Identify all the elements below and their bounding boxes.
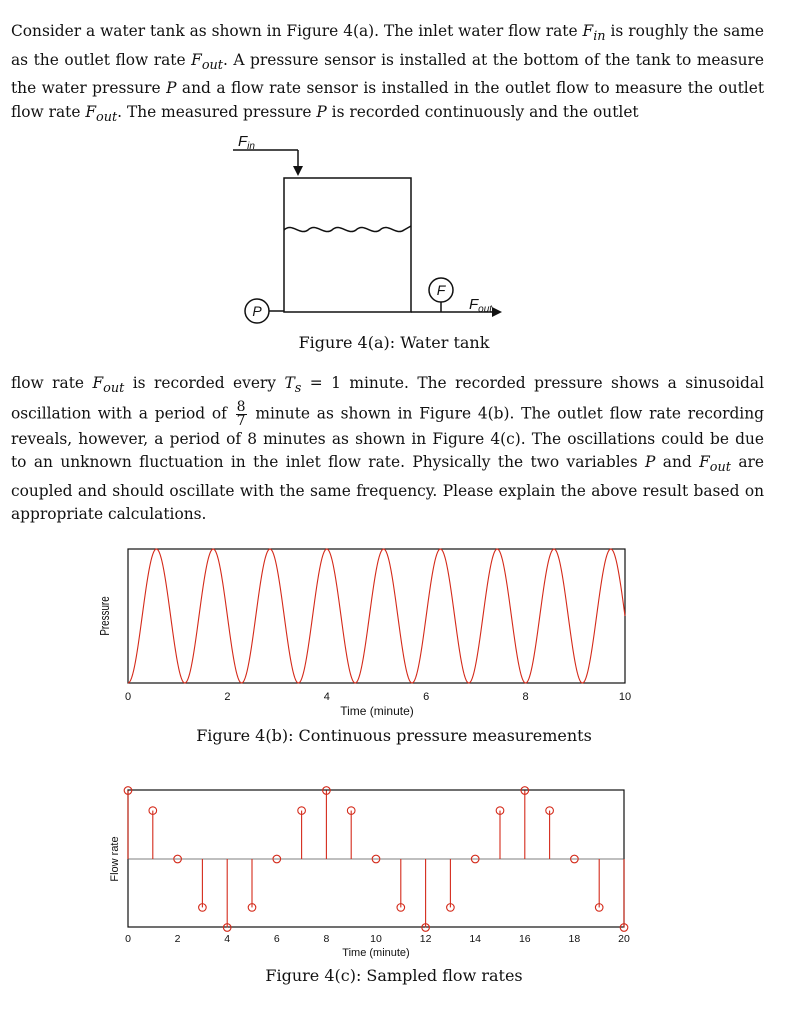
tank (284, 178, 411, 312)
text-segment: are coupled and should oscillate with the same frequency. Please explain the above result based on appropriate calculations. (11, 453, 764, 524)
flow-xtick-label: 16 (518, 933, 531, 945)
outlet-arrow-icon (492, 307, 502, 317)
flow-stem-marker (223, 924, 231, 932)
text-segment: is recorded every (124, 374, 285, 392)
flow-xtick-label: 10 (370, 933, 382, 945)
flow-xtick-label: 2 (174, 933, 181, 945)
flow-plot-frame (128, 790, 624, 927)
pressure-xlabel: Time (minute) (340, 704, 414, 718)
flow-stem-marker (595, 904, 603, 912)
flow-xtick-label: 0 (125, 933, 131, 945)
figure-4a-caption: Figure 4(a): Water tank (298, 333, 490, 352)
symbol-fin: $F_{in}$ (582, 22, 606, 45)
fraction-8-7: $\frac{8}{7}$ (236, 398, 246, 429)
text-segment: . A pressure sensor is installed at the bottom of the tank to measure the water pressure (11, 50, 764, 98)
text-segment: . The measured pressure (117, 102, 317, 121)
symbol-fout: $F_{out}$ (85, 102, 118, 125)
flow-stem-marker (496, 807, 504, 815)
text-segment: minute as shown in Figure 4(b). The outlet flow rate recording reveals, however, a period of 8 minutes as shown in Figure 4(c). The oscillations could be due to an unknown fluctuation in the inlet flow rate. Physically the two variables (11, 404, 764, 472)
flow-ylabel: Flow rate (109, 836, 121, 882)
flow-stem-marker (199, 904, 207, 912)
text-segment: and a flow rate sensor is installed in the outlet flow to measure the outlet flow rate (11, 79, 765, 121)
flow-xlabel: Time (minute) (342, 947, 410, 959)
flow-xtick-label: 12 (419, 933, 432, 945)
fin-label: $F_{in}$ (238, 133, 255, 152)
pressure-xtick-label: 2 (224, 691, 231, 703)
flow-stem-marker (347, 807, 355, 815)
text-segment: flow rate (11, 374, 93, 392)
flow-stem-marker (323, 787, 331, 795)
flow-stem-marker (521, 787, 529, 795)
fout-label: $F_{out}$ (469, 296, 493, 315)
text-segment: Consider a water tank as shown in Figure 4(a). The inlet water flow rate (11, 22, 583, 40)
flow-stem-marker (248, 904, 256, 912)
symbol-p: P (316, 102, 327, 121)
flow-sensor-label: F (436, 282, 446, 298)
symbol-p: P (645, 453, 656, 472)
pressure-series-line (128, 549, 625, 683)
pressure-xtick-label: 4 (323, 691, 330, 703)
flow-xtick-label: 6 (273, 933, 280, 945)
flow-stem-marker (546, 807, 554, 815)
pressure-xtick-label: 8 (522, 691, 529, 703)
flow-xtick-label: 20 (618, 933, 630, 945)
flow-stem-marker (124, 787, 132, 795)
flow-xtick-label: 8 (323, 933, 330, 945)
flow-stem-marker (149, 807, 157, 815)
figure-4b-caption: Figure 4(b): Continuous pressure measurements (196, 726, 592, 745)
flow-xtick-label: 18 (568, 933, 581, 945)
figure-4c-caption: Figure 4(c): Sampled flow rates (265, 966, 523, 985)
symbol-fout: $F_{out}$ (699, 453, 731, 476)
text-segment: is roughly the same as the outlet flow rate (11, 22, 764, 69)
water-tank-diagram (0, 0, 788, 360)
symbol-ts: $T_s$ (284, 374, 302, 397)
flow-stem-marker (422, 924, 430, 932)
symbol-p: P (166, 79, 177, 98)
flow-stem-marker (273, 855, 281, 863)
pressure-ylabel: Pressure (98, 596, 113, 636)
flow-stem-marker (372, 855, 380, 863)
symbol-fout: $F_{out}$ (92, 374, 125, 397)
text-segment: = 1 minute. The recorded pressure shows a sinusoidal oscillation with a period of (11, 374, 764, 423)
pressure-xtick-label: 0 (124, 691, 132, 703)
flow-stem-marker (174, 855, 182, 863)
paragraph-problem (11, 372, 764, 527)
flow-xtick-label: 14 (469, 933, 482, 945)
pressure-xtick-label: 6 (423, 691, 430, 703)
text-segment: and (655, 453, 700, 472)
flow-stem-marker (471, 855, 479, 863)
flow-stem-marker (298, 807, 306, 815)
flow-stem-marker (620, 924, 628, 932)
flow-stem-marker (571, 855, 579, 863)
flow-xtick-label: 4 (224, 933, 231, 945)
pressure-plot-frame (128, 549, 625, 683)
text-segment: is recorded continuously and the outlet (326, 102, 639, 121)
pressure-xtick-label: 10 (618, 691, 632, 703)
flow-stem-marker (447, 904, 455, 912)
flow-stem-marker (397, 904, 405, 912)
symbol-fout: $F_{out}$ (191, 50, 223, 73)
pressure-sensor-label: P (252, 303, 262, 319)
water-surface (284, 226, 411, 232)
inlet-arrow-icon (293, 166, 303, 176)
